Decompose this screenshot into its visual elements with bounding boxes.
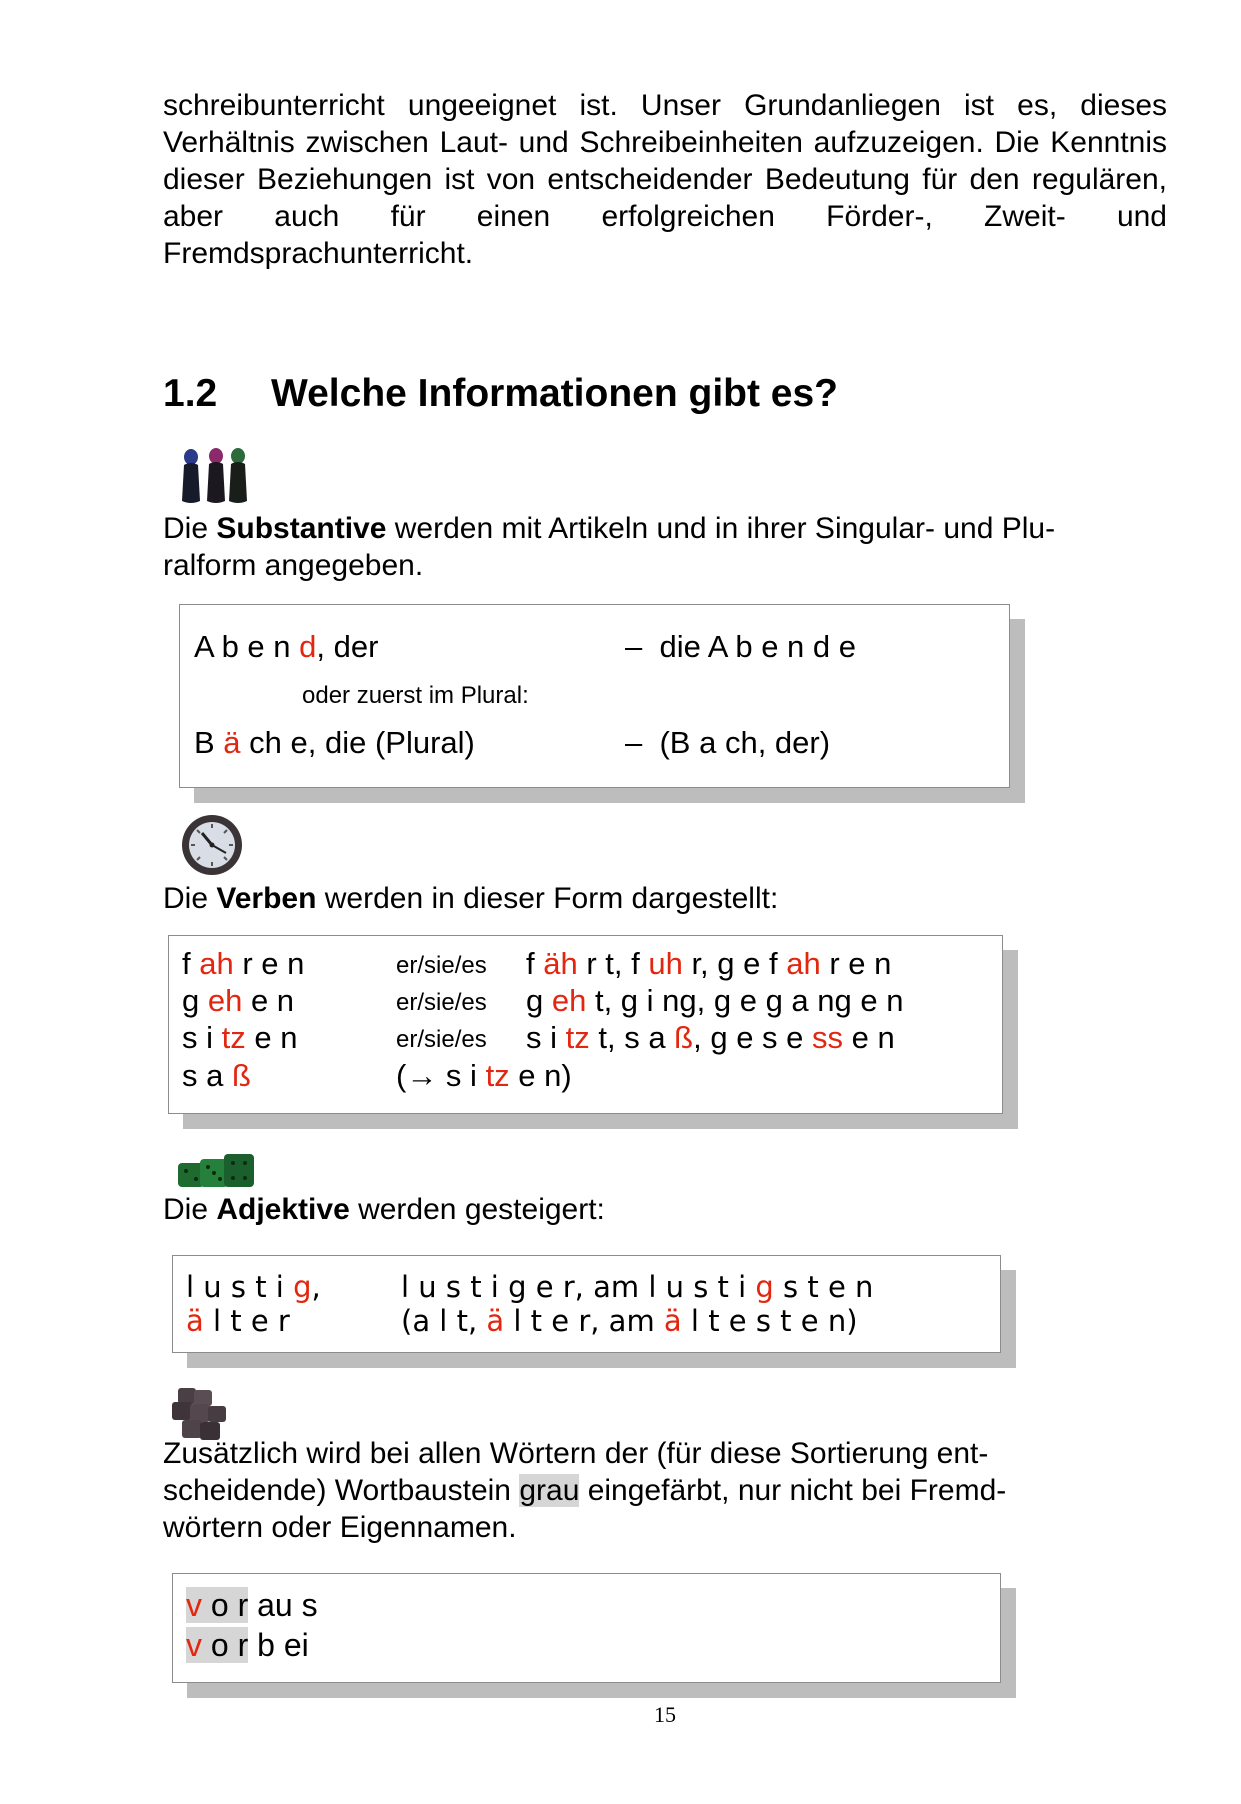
noun2-highlight: ä bbox=[223, 725, 241, 760]
noun-highlight: d bbox=[299, 629, 317, 664]
noun2-singular: (B a ch, der) bbox=[659, 725, 831, 760]
word-vorbei bbox=[186, 1627, 309, 1664]
verb-text: e n bbox=[843, 1020, 895, 1055]
section-heading bbox=[163, 370, 838, 418]
nouns-rest: werden mit Artikeln und in ihrer Singular- und Plu- bbox=[386, 512, 1056, 545]
word-rest: au s bbox=[248, 1587, 318, 1623]
adjectives-lead: Die bbox=[163, 1193, 217, 1226]
adj-text: l t e r bbox=[203, 1304, 290, 1338]
verb-text: s i bbox=[526, 1020, 566, 1055]
adj-text: , bbox=[311, 1270, 321, 1304]
noun-plural: die A b e n d e bbox=[659, 629, 856, 664]
verb-highlight: ß bbox=[674, 1020, 694, 1055]
intro-paragraph: schreibunterricht ungeeignet ist. Unser Grundanliegen ist es, dieses Verhältnis zwischen Laut- und Schreibeinheiten aufzuzeigen. Die Kenntnis dieser Beziehungen ist von entscheidender Bedeutung für den regulären, aber auch für einen erfolgreichen Förder-, Zweit- und Fremdsprachunterricht. bbox=[163, 89, 1167, 270]
nouns-row-1 bbox=[194, 629, 378, 665]
verb-highlight: eh bbox=[207, 983, 243, 1018]
section-number: 1.2 bbox=[163, 372, 218, 415]
verb-row-4-reference bbox=[396, 1058, 572, 1094]
verb-row-1-pronoun: er/sie/es bbox=[396, 952, 487, 979]
extra-line2a: scheidende) Wortbaustein bbox=[163, 1474, 520, 1507]
adjectives-rest: werden gesteigert: bbox=[349, 1193, 605, 1226]
word-voraus bbox=[186, 1587, 318, 1624]
grey-word: grau bbox=[519, 1474, 580, 1507]
verb-highlight: ah bbox=[786, 946, 821, 981]
verbs-paragraph bbox=[163, 880, 1167, 917]
nouns-keyword: Substantive bbox=[216, 512, 387, 545]
verb-text: s a bbox=[182, 1058, 232, 1093]
extra-line1: Zusätzlich wird bei allen Wörtern der (für diese Sortierung ent- bbox=[163, 1437, 989, 1470]
noun2-start: B bbox=[194, 725, 224, 760]
adjective-row-1-base bbox=[186, 1270, 321, 1304]
verb-text: g bbox=[182, 983, 208, 1018]
nouns-row-1-plural bbox=[625, 629, 856, 665]
verb-text: r e n bbox=[233, 946, 305, 981]
green-dice-icon bbox=[178, 1153, 256, 1189]
adjectives-example-box bbox=[172, 1255, 1001, 1353]
gray-cubes-icon bbox=[172, 1386, 230, 1442]
verb-row-3-pronoun: er/sie/es bbox=[396, 1026, 487, 1053]
verb-text: r t, f bbox=[577, 946, 649, 981]
word-building-box bbox=[172, 1573, 1001, 1683]
adj-text: (a l t, bbox=[401, 1304, 487, 1338]
word-rest: b ei bbox=[248, 1627, 309, 1663]
verb-row-2-pronoun: er/sie/es bbox=[396, 989, 487, 1016]
nouns-note: oder zuerst im Plural: bbox=[302, 682, 529, 709]
verb-text: e n bbox=[245, 1020, 298, 1055]
adj-text: l u s t i bbox=[186, 1270, 294, 1304]
verb-text: g bbox=[526, 983, 552, 1018]
verb-text: r, g e f bbox=[682, 946, 787, 981]
grey-highlight-paragraph bbox=[163, 1435, 1167, 1546]
adjectives-paragraph bbox=[163, 1191, 1167, 1228]
verb-row-1-forms bbox=[526, 946, 891, 982]
adj-text: l u s t i g e r, am l u s t i bbox=[401, 1270, 756, 1304]
verb-highlight: tz bbox=[485, 1058, 510, 1093]
verb-highlight: ss bbox=[812, 1020, 844, 1055]
noun-singular-end: , der bbox=[316, 629, 379, 664]
clock-icon bbox=[180, 813, 244, 877]
verb-text: e n) bbox=[509, 1058, 572, 1093]
adj-highlight: ä bbox=[186, 1304, 204, 1338]
verb-row-3-forms bbox=[526, 1020, 895, 1056]
adj-highlight: ä bbox=[486, 1304, 505, 1338]
verb-text: s i bbox=[182, 1020, 222, 1055]
verbs-lead: Die bbox=[163, 882, 217, 915]
nouns-line2: ralform angegeben. bbox=[163, 549, 424, 582]
game-pieces-icon bbox=[178, 447, 254, 507]
noun-singular-start: A b e n bbox=[194, 629, 300, 664]
adj-text: s t e n bbox=[773, 1270, 874, 1304]
verb-text: r e n bbox=[820, 946, 892, 981]
adj-text: l t e s t e n) bbox=[681, 1304, 858, 1338]
verb-row-3-infinitive bbox=[182, 1020, 297, 1056]
verbs-example-box bbox=[168, 935, 1003, 1114]
section-title: Welche Informationen gibt es? bbox=[271, 372, 839, 415]
verb-text: e n bbox=[242, 983, 295, 1018]
nouns-example-box bbox=[179, 604, 1010, 788]
verbs-keyword: Verben bbox=[216, 882, 317, 915]
word-stem: o r bbox=[202, 1627, 249, 1663]
verb-row-2-forms bbox=[526, 983, 903, 1019]
adj-text: l t e r, am bbox=[504, 1304, 664, 1338]
verb-highlight: tz bbox=[565, 1020, 590, 1055]
verb-highlight: eh bbox=[551, 983, 587, 1018]
verb-highlight: äh bbox=[543, 946, 578, 981]
verb-row-2-infinitive bbox=[182, 983, 294, 1019]
verb-highlight: ß bbox=[231, 1058, 251, 1093]
adjective-row-2-forms bbox=[401, 1304, 858, 1338]
adj-highlight: g bbox=[293, 1270, 312, 1304]
nouns-row-2-singular bbox=[625, 725, 830, 761]
verb-text: (→ s i bbox=[396, 1058, 486, 1093]
nouns-lead: Die bbox=[163, 512, 217, 545]
page-number: 15 bbox=[654, 1702, 676, 1727]
verb-highlight: ah bbox=[199, 946, 234, 981]
extra-line2b: eingefärbt, nur nicht bei Fremd- bbox=[579, 1474, 1007, 1507]
adjective-row-1-forms bbox=[401, 1270, 873, 1304]
noun2-end: ch e, die (Plural) bbox=[240, 725, 475, 760]
dash: – bbox=[625, 629, 643, 664]
verb-text: , g e s e bbox=[693, 1020, 813, 1055]
verb-text: t, g i ng, g e g a ng e n bbox=[586, 983, 904, 1018]
verb-row-4-infinitive bbox=[182, 1058, 251, 1094]
verb-row-1-infinitive bbox=[182, 946, 304, 982]
verb-text: f bbox=[182, 946, 200, 981]
adjective-row-2-base bbox=[186, 1304, 290, 1338]
word-stem: o r bbox=[202, 1587, 249, 1623]
adjectives-keyword: Adjektive bbox=[216, 1193, 350, 1226]
adj-highlight: ä bbox=[663, 1304, 682, 1338]
nouns-row-2 bbox=[194, 725, 475, 761]
verb-text: t, s a bbox=[589, 1020, 675, 1055]
word-highlight: v bbox=[186, 1587, 202, 1623]
extra-line3: wörtern oder Eigennamen. bbox=[163, 1511, 517, 1544]
verb-text: f bbox=[526, 946, 544, 981]
dash: – bbox=[625, 725, 643, 760]
verbs-rest: werden in dieser Form dargestellt: bbox=[316, 882, 779, 915]
word-highlight: v bbox=[186, 1627, 202, 1663]
adj-highlight: g bbox=[755, 1270, 774, 1304]
verb-highlight: uh bbox=[648, 946, 683, 981]
verb-highlight: tz bbox=[221, 1020, 246, 1055]
nouns-paragraph bbox=[163, 510, 1167, 584]
